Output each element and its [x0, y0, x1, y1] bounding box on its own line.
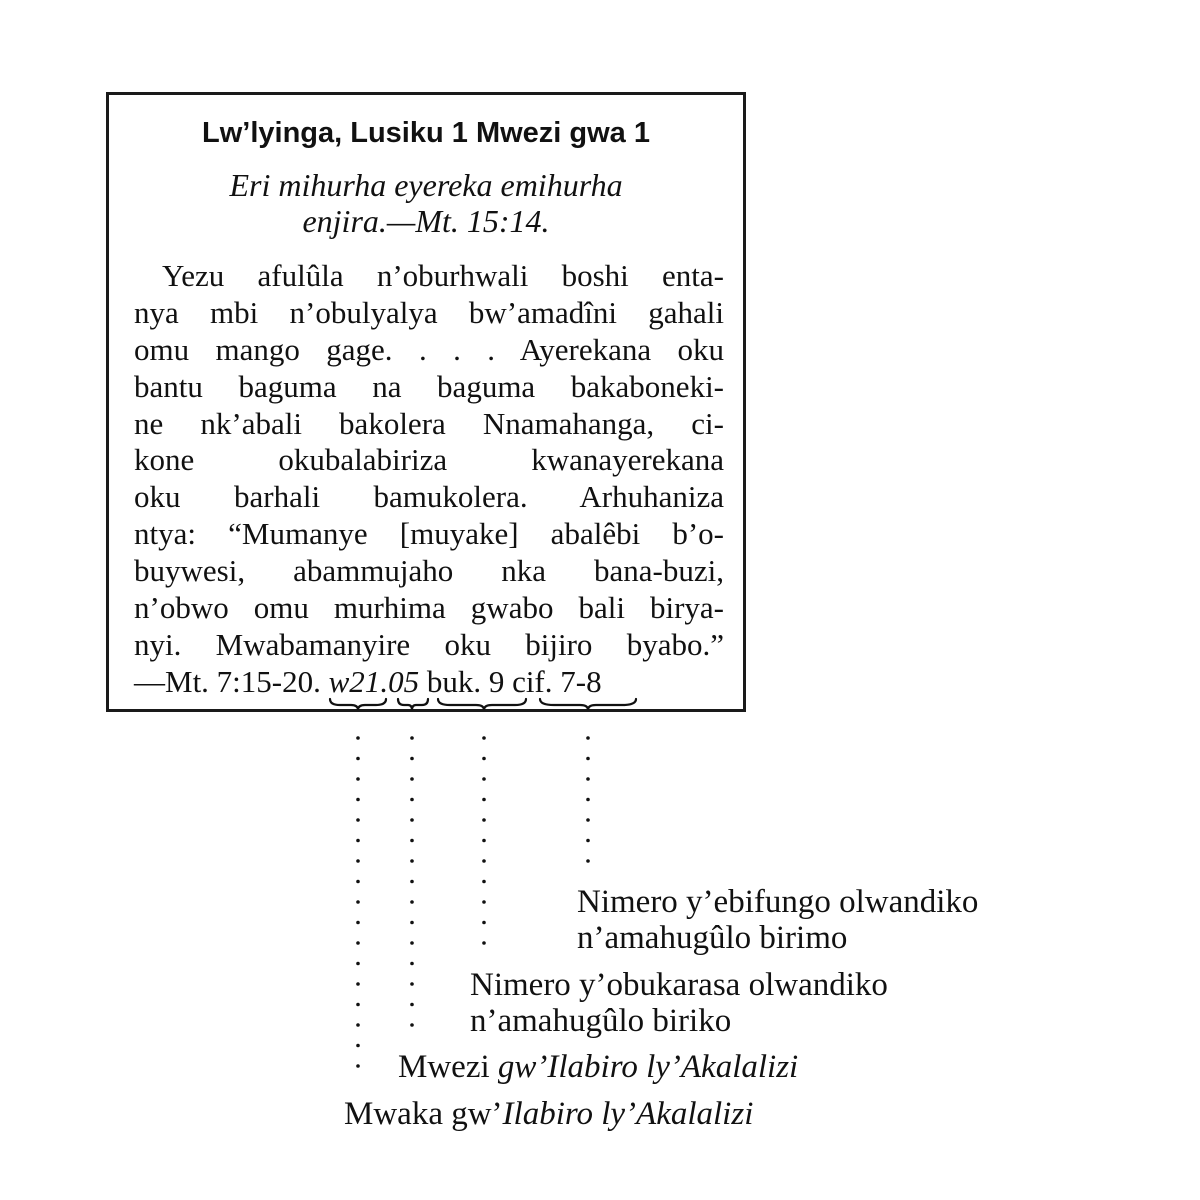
citation-paragraphs: cif. 7-8 [512, 663, 602, 699]
body-line: nya mbi n’obulyalya bw’amadîni gahali [134, 294, 724, 330]
theme-line-2: enjira.—Mt. 15:14. [302, 203, 550, 239]
body-line: Yezu afulûla n’oburhwali boshi enta- [162, 258, 724, 293]
paragraphs-brace [540, 699, 636, 710]
body-line: ne nk’abali bakolera Nnamahanga, ci- [134, 405, 724, 441]
legend-year [344, 1096, 753, 1132]
month-brace [398, 699, 428, 710]
body-line: buywesi, abammujaho nka bana-buzi, [134, 553, 724, 589]
legend-paragraphs-line-1: Nimero y’ebifungo olwandiko [577, 884, 979, 920]
citation-scripture: —Mt. 7:15-20. [134, 663, 321, 699]
theme-line-1: Eri mihurha eyereka emihurha [229, 167, 623, 203]
body-line: nyi. Mwabamanyire oku bijiro byabo.” [134, 626, 724, 662]
legend-month-italic: gw’Ilabiro ly’Akalalizi [497, 1049, 799, 1085]
legend-month-prefix: Mwezi [398, 1049, 498, 1085]
legend-year-prefix: Mwaka gw’ [344, 1096, 503, 1132]
legend-page-line-1: Nimero y’obukarasa olwandiko [470, 967, 888, 1003]
body-line: n’obwo omu murhima gwabo bali birya- [134, 590, 724, 626]
legend-paragraphs-line-2: n’amahugûlo birimo [577, 920, 848, 956]
body-line: omu mango gage. . . . Ayerekana oku [134, 331, 724, 367]
legend-month [398, 1049, 798, 1085]
citation-page: buk. 9 [426, 663, 505, 699]
body-line: kone okubalabiriza kwanayerekana [134, 442, 724, 478]
date-heading: Lw’lyinga, Lusiku 1 Mwezi gwa 1 [202, 117, 650, 149]
legend-year-italic: Ilabiro ly’Akalalizi [502, 1096, 754, 1132]
body-line: oku barhali bamukolera. Arhuhaniza [134, 479, 724, 515]
citation-year: w21 [328, 663, 381, 699]
citation-month: .05 [380, 663, 420, 699]
legend-page [470, 967, 888, 1039]
body-line: bantu baguma na baguma bakaboneki- [134, 368, 724, 404]
year-brace [330, 699, 386, 710]
page-brace [438, 699, 526, 710]
legend-page-line-2: n’amahugûlo biriko [470, 1003, 732, 1039]
legend-paragraphs [577, 884, 978, 956]
body-line: ntya: “Mumanye [muyake] abalêbi b’o- [134, 516, 724, 552]
